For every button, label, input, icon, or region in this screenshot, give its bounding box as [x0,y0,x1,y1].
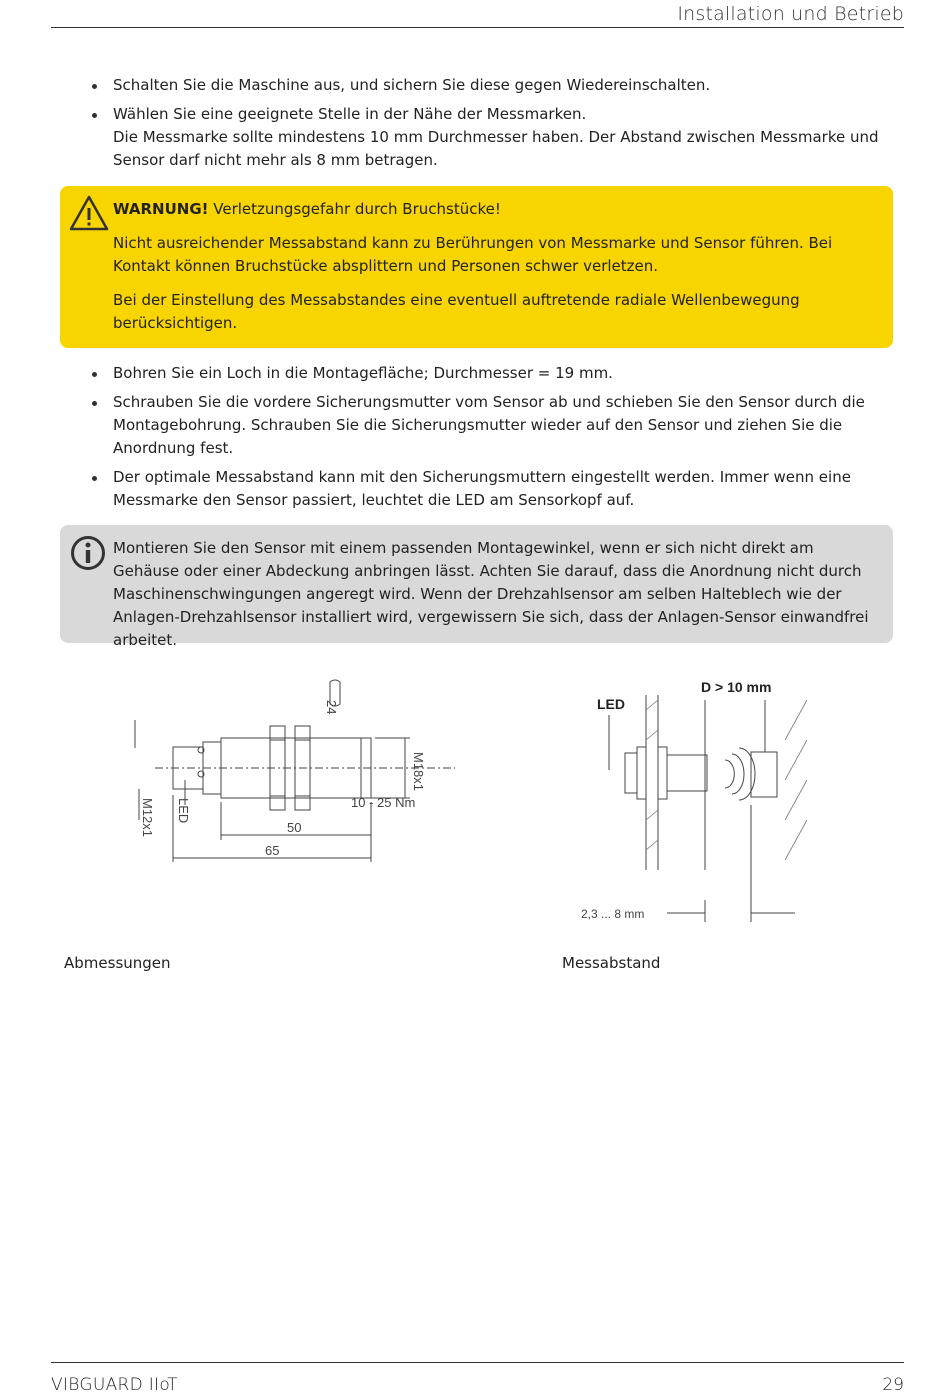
info-icon [70,535,106,571]
dim-thread-main: M18x1 [411,752,426,792]
list-item-text: Schalten Sie die Maschine aus, und sichern Sie diese gegen Wiedereinschalten. [113,76,711,94]
warning-label: WARNUNG! [113,200,209,218]
page-footer [51,1362,904,1395]
bullet-icon [92,113,97,118]
section-title: Installation und Betrieb [677,3,904,25]
page-header [51,0,904,28]
warning-title: Verletzungsgefahr durch Bruchstücke! [213,200,501,218]
dim-length-50: 50 [287,820,302,835]
figure-caption-dimensions: Abmessungen [64,954,171,972]
distance-range-label: 2,3 ... 8 mm [581,907,645,921]
bullet-icon [92,84,97,89]
list-item [89,74,889,97]
product-name: VIBGUARD IIoT [51,1375,178,1395]
bullet-icon [92,372,97,377]
list-item-text: Der optimale Messabstand kann mit den Sicherungsmuttern eingestellt werden. Immer wenn eine Messmarke den Sensor passiert, leuchtet die LED am Sensorkopf auf. [113,468,851,509]
warning-paragraph: Bei der Einstellung des Messabstandes eine eventuell auftretende radiale Wellenbewegung berücksichtigen. [113,291,800,332]
info-text: Montieren Sie den Sensor mit einem passenden Montagewinkel, wenn er sich nicht direkt am Gehäuse oder einer Abdeckung anbringen lässt. Achten Sie darauf, dass die Anordnung nicht durch Maschinenschwingungen angeregt wird. Wenn der Drehzahlsensor am selben Halteblech wie der Anlagen-Drehzahlsensor installiert wird, vergewissern Sie sich, dass der Anlagen-Sensor einwandfrei arbeitet. [113,539,869,649]
steps-mid [89,362,889,518]
distance-target-label: D > 10 mm [701,679,772,695]
dim-length-65: 65 [265,843,280,858]
bullet-icon [92,476,97,481]
list-item-note: Die Messmarke sollte mindestens 10 mm Durchmesser haben. Der Abstand zwischen Messmarke und Sensor darf nicht mehr als 8 mm betragen. [113,128,879,169]
list-item [89,466,889,512]
dim-thread-connector: M12x1 [140,798,155,838]
dimensions-drawing [125,670,455,870]
warning-box [60,186,893,348]
dim-wrench-size: 24 [324,700,339,715]
list-item [89,391,889,460]
list-item [89,362,889,385]
page-number: 29 [882,1375,904,1395]
dim-led-label: LED [176,798,191,824]
list-item-text: Schrauben Sie die vordere Sicherungsmutter vom Sensor ab und schieben Sie den Sensor durch die Montagebohrung. Schrauben Sie die Sicherungsmutter wieder auf den Sensor und ziehen Sie die Anordnung fest. [113,393,865,457]
warning-paragraph: Nicht ausreichender Messabstand kann zu Berührungen von Messmarke und Sensor führen. Bei Kontakt können Bruchstücke absplittern und Personen schwer verletzen. [113,234,833,275]
warning-text [113,198,879,346]
distance-drawing [575,670,815,925]
distance-led-label: LED [597,696,625,712]
warning-triangle-icon [68,194,110,232]
dim-torque: 10 - 25 Nm [351,795,416,810]
info-box [60,525,893,649]
bullet-icon [92,401,97,406]
steps-top [89,74,889,178]
list-item [89,103,889,172]
list-item-text: Wählen Sie eine geeignete Stelle in der Nähe der Messmarken. [113,105,587,123]
list-item-text: Bohren Sie ein Loch in die Montagefläche; Durchmesser = 19 mm. [113,364,613,382]
figure-caption-distance: Messabstand [562,954,661,972]
